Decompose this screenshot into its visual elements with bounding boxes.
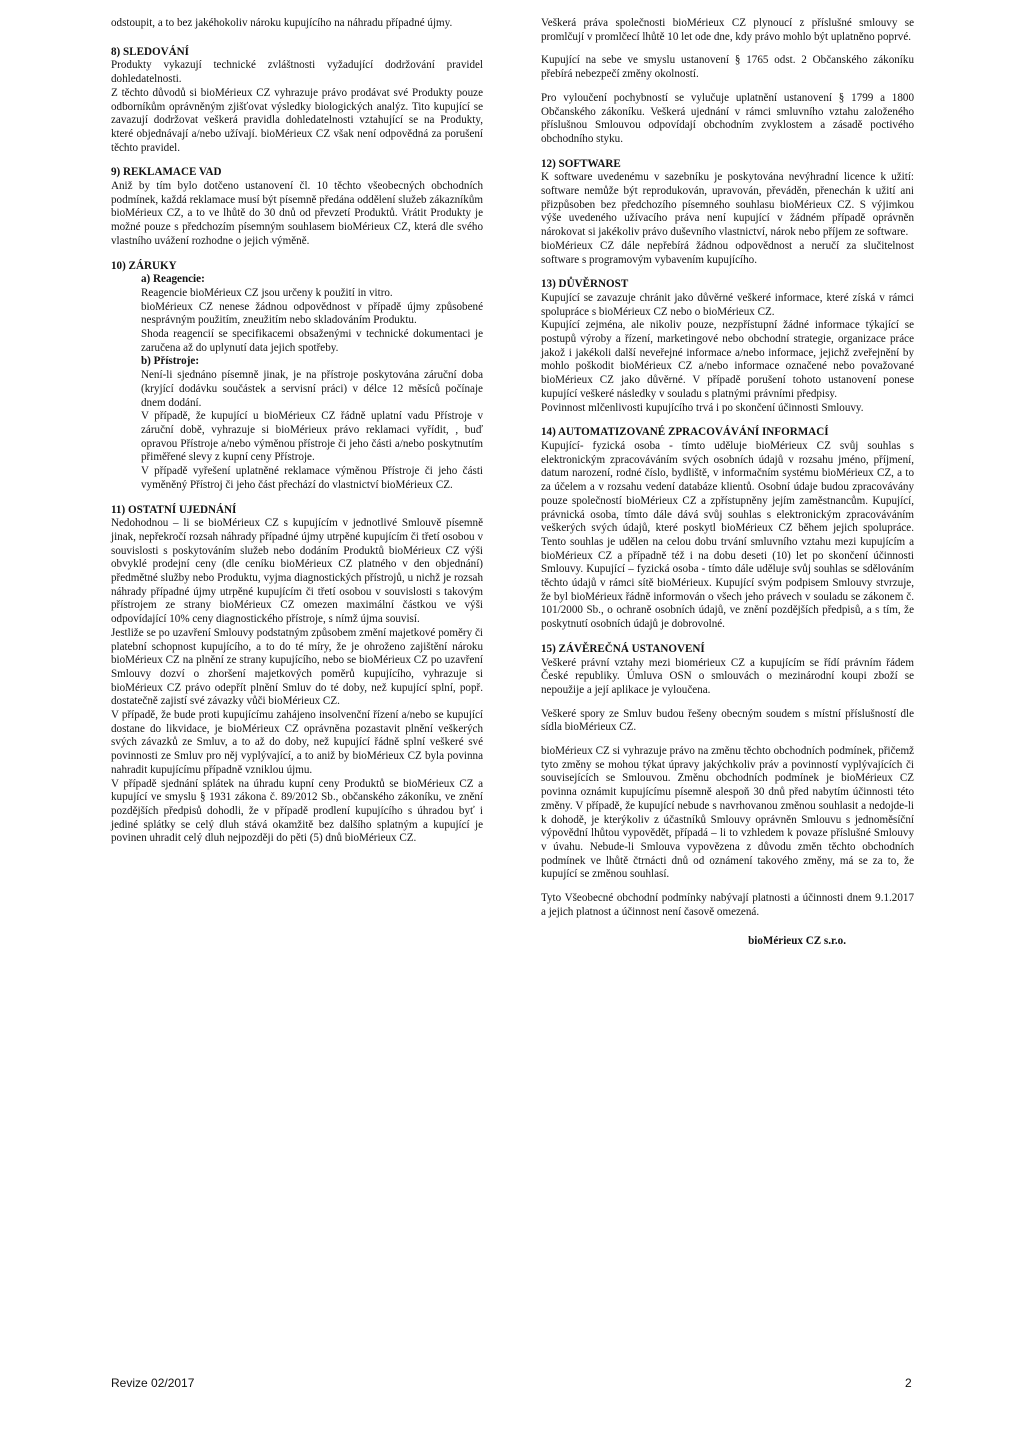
section-11-title: 11) OSTATNÍ UJEDNÁNÍ [111,503,237,516]
section-11-paragraph-2: Jestliže se po uzavření Smlouvy podstatným způsobem změní majetkové poměry či platební schopnost kupujícího, a to do té míry, že je ohroženo zajištění nároku bioMérieux CZ na plnění ze strany kupujícího, nebo se bioMérieux CZ po uzavření Smlouvy dozví o zhoršení majetkových poměrů kupujícího, vyhrazuje si bioMérieux CZ právo odepřít plnění Smluv do té doby, než kupující splní, popř. dostatečně zajistí své závazky vůči bioMérieux CZ. [111,626,483,708]
section-10b-title: b) Přístroje: [141,355,200,368]
section-10-warranties [111,260,483,493]
section-10a-paragraph-1: Reagencie bioMérieux CZ jsou určeny k použití in vitro. [141,286,393,299]
section-10-subsections [141,273,483,492]
section-14-title: 14) AUTOMATIZOVANÉ ZPRACOVÁVÁNÍ INFORMACÍ [541,426,829,439]
section-15-paragraph-1: Veškeré právní vztahy mezi biomérieux CZ a kupujícím se řídí právním řádem České republiky. Úmluva OSN o smlouvách o mezinárodní koupi zboží se nepoužije a její aplikace je vyloučena. [541,656,914,696]
section-9-complaints [111,166,483,248]
left-column [111,17,483,857]
section-8-title: 8) SLEDOVÁNÍ [111,45,189,58]
right-intro-paragraph-1: Veškerá práva společnosti bioMérieux CZ plynoucí z příslušné smlouvy se promlčují v promlčecí lhůtě 10 let ode dne, kdy právo mohlo být uplatněno poprvé. [541,17,914,43]
section-13-paragraph-1: Kupující se zavazuje chránit jako důvěrné veškeré informace, které získá v rámci spolupráce s bioMérieux CZ nebo o bioMérieux CZ. [541,291,914,318]
section-15-paragraph-3: bioMérieux CZ si vyhrazuje právo na změnu těchto obchodních podmínek, přičemž tyto změny se mohou týkat úpravy jakýchkoliv práv a povinností vyplývajících či souvisejících se Smlouvou. Změnu obchodních podmínek je bioMérieux CZ povinna oznámit kupujícímu písemně alespoň 30 dnů před nabytím účinnosti této změny. V případě, že kupující nebude s navrhovanou změnou souhlasit a nedojde-li k dohodě, je kterýkoliv z účastníků Smlouvy oprávněn Smlouvu s jednoměsíční výpovědní lhůtou vypovědět, případá – li to vzhledem k povaze příslušné Smlouvy v úvahu. Nebude-li Smlouva vypovězena z důvodu změn těchto obchodních podmínek ve lhůtě čtrnácti dnů od oznámení takového změny, má se za to, že kupující se změnou souhlasí. [541,745,914,881]
section-8-paragraph-1: Produkty vykazují technické zvláštnosti vyžadující dodržování pravidel dohledatelnosti. [111,59,483,86]
page-number: 2 [905,1376,912,1390]
section-12-paragraph-2: bioMérieux CZ dále nepřebírá žádnou odpovědnost a neručí za slučitelnost software s programovým vybavením kupujícího. [541,239,914,266]
company-signature: bioMérieux CZ s.r.o. [748,935,846,948]
section-15-title: 15) ZÁVĚREČNÁ USTANOVENÍ [541,642,705,655]
intro-text: odstoupit, a to bez jakéhokoliv nároku kupujícího na náhradu případné újmy. [111,17,453,29]
section-15-final-provisions [541,643,914,949]
right-intro-paragraph-2: Kupující na sebe ve smyslu ustanovení § 1765 odst. 2 Občanského zákoníku přebírá nebezpečí změny okolností. [541,54,914,81]
section-9-paragraph-1: Aniž by tím bylo dotčeno ustanovení čl. 10 těchto všeobecných obchodních podmínek, každá reklamace musí být písemně předána oddělení služeb zákazníkům bioMérieux CZ, a to ve lhůtě do 30 dnů od převzetí Produktů. Vrátit Produkty je možné pouze s předchozím písemným souhlasem bioMérieux CZ, která dle svého vlastního uvážení rozhodne o jejich výměně. [111,180,483,247]
section-10a-title: a) Reagencie: [141,273,205,286]
section-10a-paragraph-3: Shoda reagencií se specifikacemi obsaženými v technické dokumentaci je zaručena až do uplynutí data jejich spotřeby. [141,328,483,354]
section-13-paragraph-3: Povinnost mlčenlivosti kupujícího trvá i po skončení účinnosti Smlouvy. [541,401,864,414]
section-9-title: 9) REKLAMACE VAD [111,166,222,179]
section-13-title: 13) DŮVĚRNOST [541,278,629,291]
section-13-paragraph-2: Kupující zejména, ale nikoliv pouze, nezpřístupní žádné informace týkající se postupů výroby a řízení, marketingové nebo obchodní strategie, organizace práce jakož i jakékoli další neveřejné informace a/nebo informace, jejichž zveřejnění by mohlo poškodit bioMérieux CZ a/nebo informace označené nebo považované bioMérieux CZ jako důvěrné. V případě porušení tohoto ustanovení ponese kupující veškeré následky v souladu s platnými právními předpisy. [541,319,914,400]
section-8-paragraph-2: Z těchto důvodů si bioMérieux CZ vyhrazuje právo prodávat své Produkty pouze odborníkům oprávněným zjišťovat výsledky biologických analýz. Tito kupující se zavazují dodržovat veškerá pravidla dohledatelnosti vztahující se na Produkty, které objednávají a/nebo užívají. bioMérieux CZ však není odpovědná za porušení těchto pravidel. [111,86,483,154]
section-8-tracking [111,46,483,156]
section-11-paragraph-4: V případě sjednání splátek na úhradu kupní ceny Produktů se bioMérieux CZ a kupující ve smyslu § 1931 zákona č. 89/2012 Sb., občanského zákoníku, ve znění pozdějších předpisů dohodli, že v případě prodlení kupujícího s úhradou byť i jediné splátky se celý dluh stává okamžitě bez dalšího splatným a kupující je povinen uhradit celý dluh nejpozději do pěti (5) dnů bioMérieux CZ. [111,777,483,845]
revision-label: Revize 02/2017 [111,1376,195,1390]
section-10-title: 10) ZÁRUKY [111,259,177,272]
right-intro [541,17,914,147]
section-13-confidentiality [541,278,914,415]
section-15-paragraph-4: Tyto Všeobecné obchodní podmínky nabývají platnosti a účinnosti dnem 9.1.2017 a jejich platnost a účinnost není časově omezená. [541,892,914,918]
section-12-software [541,158,914,268]
section-10a-paragraph-2: bioMérieux CZ nenese žádnou odpovědnost v případě újmy způsobené nesprávným použitím, zneužitím nebo skladováním Produktu. [141,300,483,327]
section-10b-paragraph-1: Není-li sjednáno písemně jinak, je na přístroje poskytována záruční doba (kryjící dodávku součástek a servisní práci) v délce 12 měsíců počínaje dnem dodání. [141,369,483,409]
section-10b-paragraph-3: V případě vyřešení uplatněné reklamace výměnou Přístroje či jeho části vyměněný Přístroj či jeho část přechází do vlastnictví bioMérieux CZ. [141,465,483,491]
section-11-other-arrangements [111,504,483,847]
section-11-paragraph-3: V případě, že bude proti kupujícímu zahájeno insolvenční řízení a/nebo se kupující dostane do likvidace, je bioMérieux CZ oprávněna pozastavit plnění veškerých svých závazků ze Smluv, a to až do doby, než kupující řádně splní veškeré své povinnosti ze Smluv pro něj vyplývající, a to aniž by bioMérieux CZ byla povinna nahradit kupujícímu případně vzniklou újmu. [111,709,483,776]
right-intro-paragraph-3: Pro vyloučení pochybností se vylučuje uplatnění ustanovení § 1799 a 1800 Občanského zákoníku. Veškerá ujednání v rámci smluvního vztahu založeného příslušnou Smlouvou odpovídají obchodním zvyklostem a zásadě poctivého obchodního styku. [541,91,914,145]
section-14-data-processing [541,426,914,632]
section-11-paragraph-1: Nedohodnou – li se bioMérieux CZ s kupujícím v jednotlivé Smlouvě písemně jinak, nepřekročí rozsah náhrady případné újmy utrpěné kupujícím či třetí osobou v souvislosti s poskytováním služeb nebo dodáním Produktů bioMérieux CZ výši obvyklé prodejní ceny (dle ceníku bioMérieux CZ platného v den objednání) předmětné služby nebo Produktu, vyjma diagnostických přístrojů, u nichž je rozsah náhrady případné újmy utrpěné kupujícím či třetí osobou v souvislosti s takovým přístrojem ze strany bioMérieux CZ omezen maximální částkou ve výši odpovídající 10% ceny diagnostického přístroje, s nímž újma souvisí. [111,517,483,626]
intro-continuation [111,17,483,31]
section-15-paragraph-2: Veškeré spory ze Smluv budou řešeny obecným soudem s místní příslušností dle sídla bioMérieux CZ. [541,707,914,734]
section-12-title: 12) SOFTWARE [541,157,621,170]
section-12-paragraph-1: K software uvedenému v sazebníku je poskytována nevýhradní licence k užití: software nemůže být reprodukován, upravován, převáděn, přenechán k užití ani přizpůsoben bez předchozího písemného souhlasu bioMérieux CZ. S výjimkou výše uvedeného užívacího práva není kupující v žádném případě oprávněn nárokovat si jakékoliv právo duševního vlastnictví, nárok nebo příjem ze software. [541,171,914,239]
section-14-paragraph-1: Kupující- fyzická osoba - tímto uděluje bioMérieux CZ svůj souhlas s elektronickým zpracováváním svých osobních údajů v rozsahu jméno, příjmení, datum narození, rodné číslo, bydliště, v informačním systému bioMérieux CZ, a to za účelem a v rozsahu vedení databáze klientů. Osobní údaje budou zpracovávány pouze společností bioMérieux CZ a zpřístupněny jejím zaměstnancům. Kupující, právnická osoba, tímto dále dává svůj souhlas s elektronickým zpracováváním veškerých svých údajů, které poskytl bioMérieux CZ během jejich spolupráce. Tento souhlas je udělen na celou dobu trvání smluvního vztahu mezi kupujícím a bioMérieux CZ a případně též i na dobu deseti (10) let po skončení účinnosti Smlouvy. Kupující – fyzická osoba - tímto dále uděluje svůj souhlas se sdělováním těchto údajů v rámci sítě bioMérieux. Kupující svým podpisem Smlouvy stvrzuje, že byl bioMérieux řádně informován o všech jeho právech v souladu se zákonem č. 101/2000 Sb., o ochraně osobních údajů, ve znění pozdějších předpisů, a s tím, že poskytnutí osobních údajů je dobrovolné. [541,439,914,631]
right-column [541,17,914,960]
section-10b-paragraph-2: V případě, že kupující u bioMérieux CZ řádně uplatní vadu Přístroje v záruční době, vyhrazuje si bioMérieux právo reklamaci vyřídit, , buď opravou Přístroje a/nebo výměnou přístroje či jeho části a/nebo poskytnutím přiměřené slevy z kupní ceny Přístroje. [141,410,483,464]
